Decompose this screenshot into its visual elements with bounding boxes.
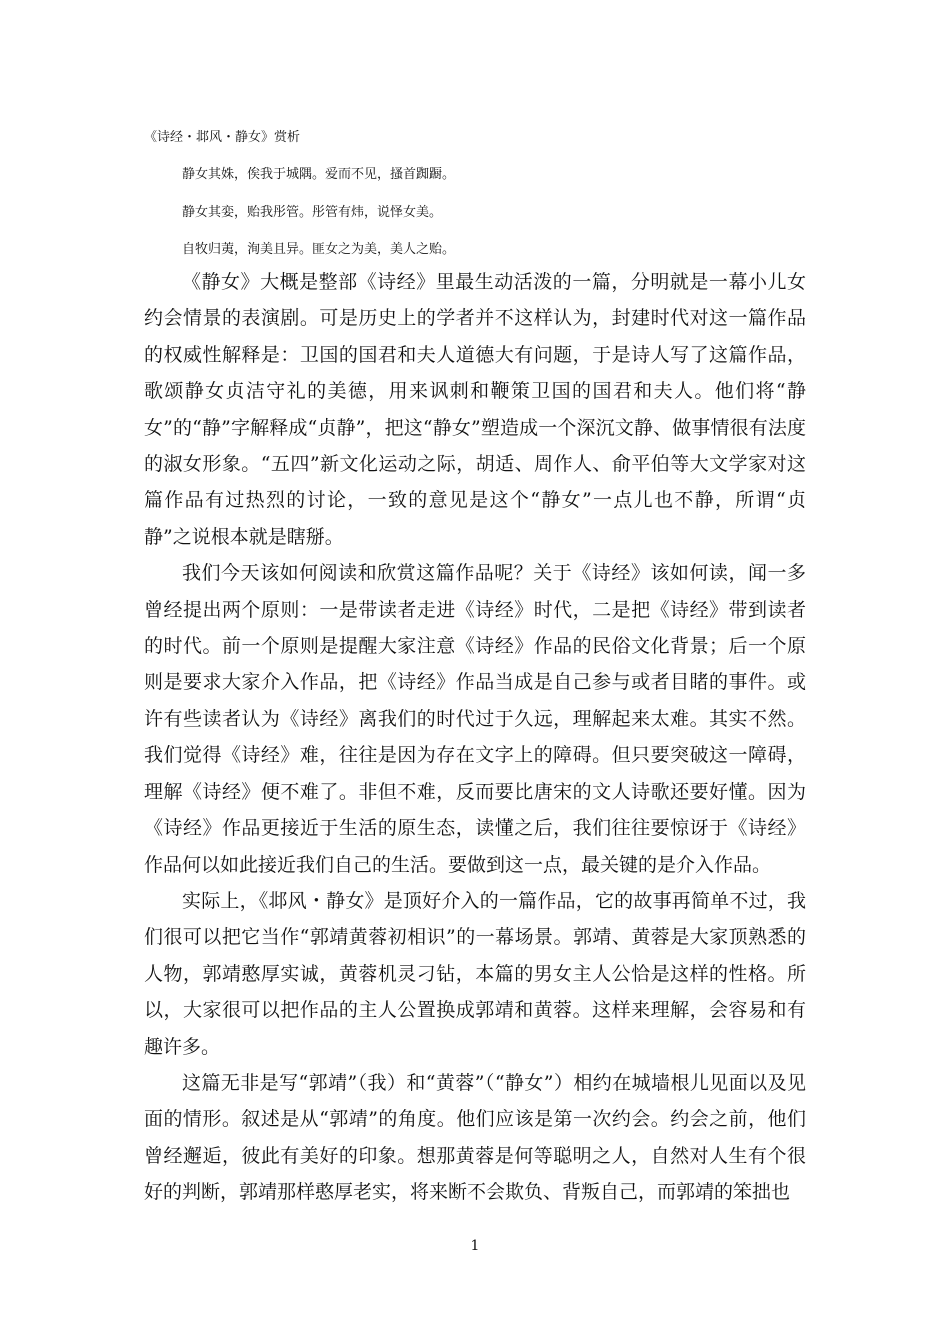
document-title: 《诗经・邶风・静女》赏析: [144, 130, 301, 145]
poem-line-1: 静女其姝，俟我于城隅。爱而不见，搔首踟蹰。: [182, 167, 456, 182]
paragraph-3: 实际上，《邶风・静女》是顶好介入的一篇作品，它的故事再简单不过，我们很可以把它当作“郭靖黄蓉初相识”的一幕场景。郭靖、黄蓉是大家顶熟悉的人物，郭靖憨厚实诚，黄蓉机灵刁钻，本篇的男女主人公恰是这样的性格。所以，大家很可以把作品的主人公置换成郭靖和黄蓉。这样来理解，会容易和有趣许多。: [144, 889, 806, 1058]
article-body: [144, 264, 806, 1211]
poem-line-2: 静女其娈，贻我彤管。彤管有炜，说怿女美。: [182, 205, 443, 220]
paragraph-4: 这篇无非是写“郭靖”（我）和“黄蓉”（“静女”）相约在城墙根儿见面以及见面的情形。叙述是从“郭靖”的角度。他们应该是第一次约会。约会之前，他们曾经邂逅，彼此有美好的印象。想那黄蓉是何等聪明之人，自然对人生有个很好的判断，郭靖那样憨厚老实，将来断不会欺负、背叛自己，而郭靖的笨拙也: [144, 1071, 806, 1204]
paragraph-2: 我们今天该如何阅读和欣赏这篇作品呢？关于《诗经》该如何读，闻一多曾经提出两个原则：一是带读者走进《诗经》时代，二是把《诗经》带到读者的时代。前一个原则是提醒大家注意《诗经》作品的民俗文化背景；后一个原则是要求大家介入作品，把《诗经》作品当成是自己参与或者目睹的事件。或许有些读者认为《诗经》离我们的时代过于久远，理解起来太难。其实不然。我们觉得《诗经》难，往往是因为存在文字上的障碍。但只要突破这一障碍，理解《诗经》便不难了。非但不难，反而要比唐宋的文人诗歌还要好懂。因为《诗经》作品更接近于生活的原生态，读懂之后，我们往往要惊讶于《诗经》作品何以如此接近我们自己的生活。要做到这一点，最关键的是介入作品。: [144, 562, 806, 876]
paragraph-1: 《静女》大概是整部《诗经》里最生动活泼的一篇，分明就是一幕小儿女约会情景的表演剧。可是历史上的学者并不这样认为，封建时代对这一篇作品的权威性解释是：卫国的国君和夫人道德大有问题，于是诗人写了这篇作品，歌颂静女贞洁守礼的美德，用来讽刺和鞭策卫国的国君和夫人。他们将“静女”的“静”字解释成“贞静”，把这“静女”塑造成一个深沉文静、做事情很有法度的淑女形象。“五四”新文化运动之际，胡适、周作人、俞平伯等大文学家对这篇作品有过热烈的讨论，一致的意见是这个“静女”一点儿也不静，所谓“贞静”之说根本就是瞎掰。: [144, 271, 806, 548]
page-number: 1: [470, 1238, 480, 1254]
poem-line-3: 自牧归荑，洵美且异。匪女之为美，美人之贻。: [182, 242, 456, 257]
